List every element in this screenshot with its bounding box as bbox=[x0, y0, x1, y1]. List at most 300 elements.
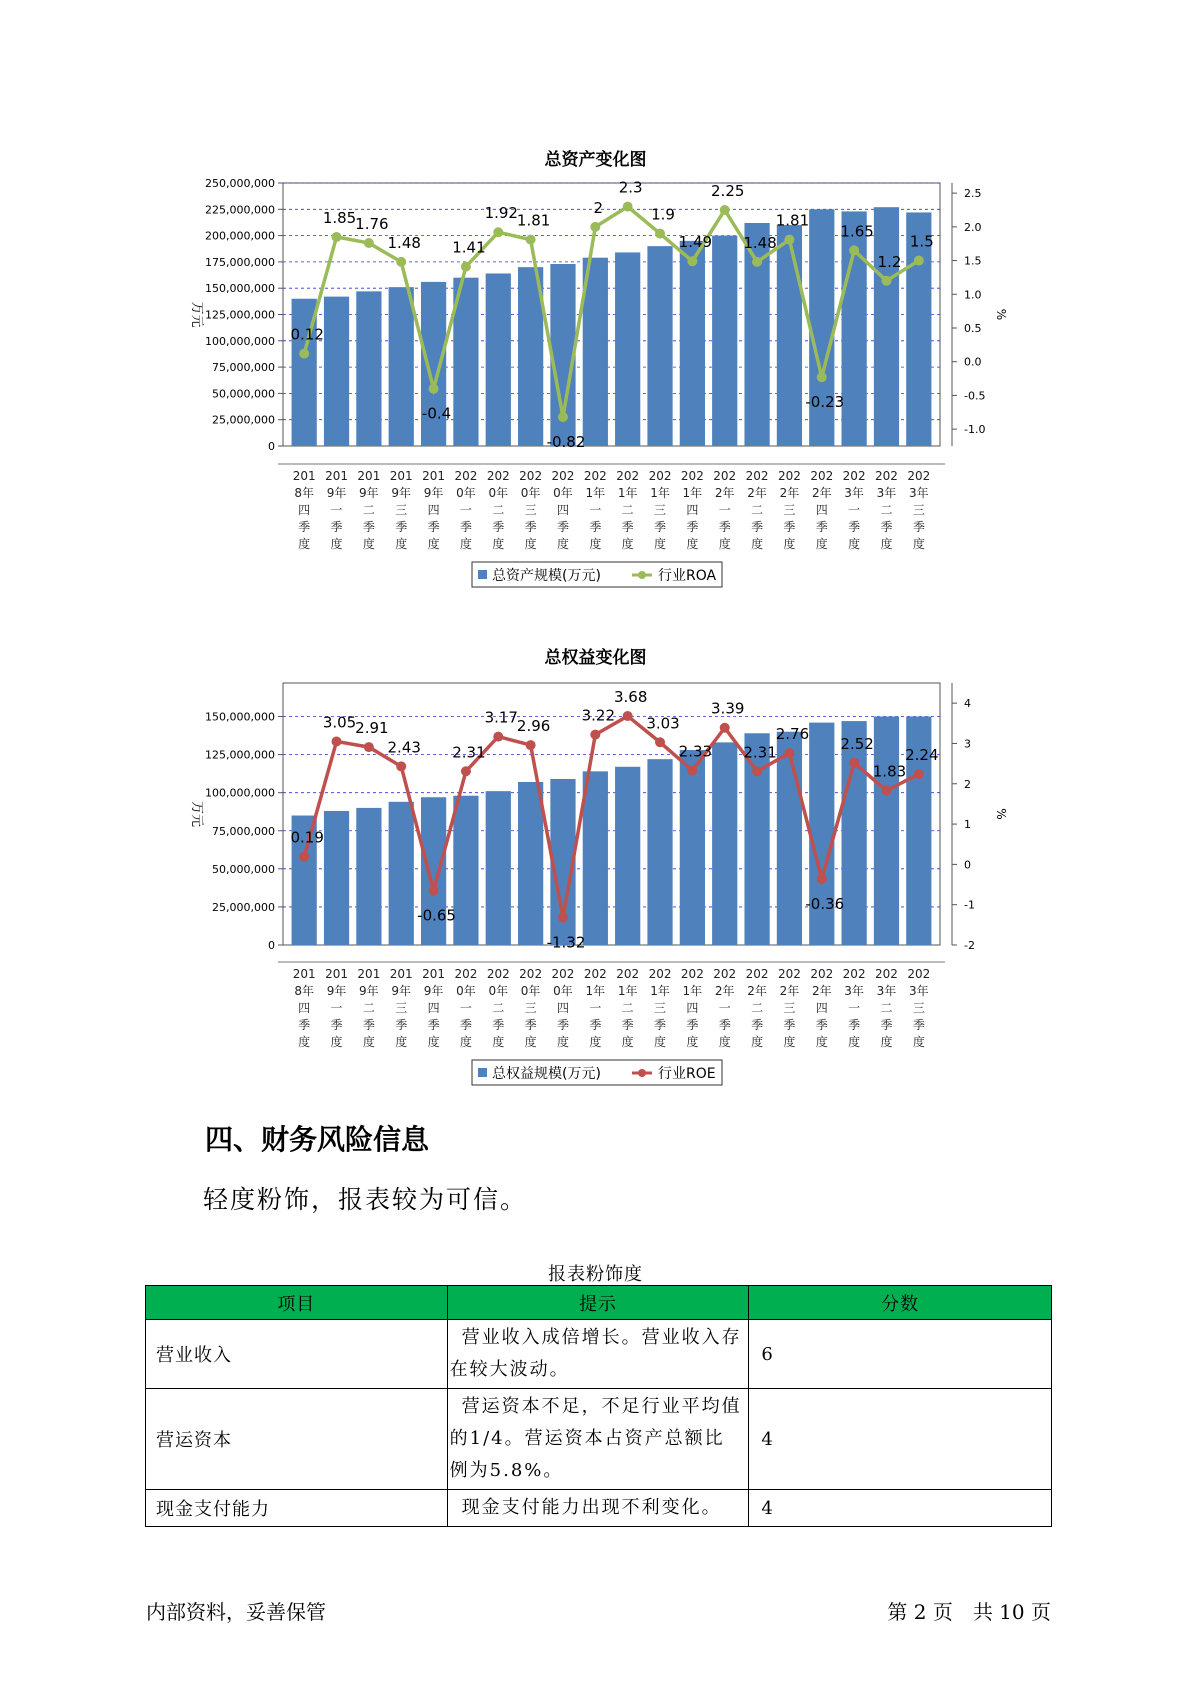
data-label: 3.05 bbox=[322, 713, 357, 732]
line-point bbox=[364, 742, 374, 752]
x-tick-label: 202 bbox=[454, 469, 478, 483]
legend-bar-label: 总资产规模(万元) bbox=[492, 568, 601, 584]
chart2-title: 总权益变化图 bbox=[544, 648, 647, 668]
x-tick-label: 二 bbox=[880, 503, 893, 517]
y-tick-label: 75,000,000 bbox=[212, 824, 275, 838]
x-tick-label: 三 bbox=[783, 503, 796, 517]
x-tick-label: 四 bbox=[815, 1001, 828, 1015]
y-tick-label: 175,000,000 bbox=[205, 255, 275, 269]
x-tick-label: 202 bbox=[648, 469, 672, 483]
y-tick-label: 200,000,000 bbox=[205, 229, 275, 243]
x-tick-label: 季 bbox=[298, 520, 311, 534]
x-tick-label: 2年 bbox=[714, 486, 735, 500]
x-tick-label: 三 bbox=[654, 503, 667, 517]
x-tick-label: 季 bbox=[459, 520, 472, 534]
x-tick-label: 2年 bbox=[747, 984, 767, 998]
x-tick-label: 度 bbox=[589, 1035, 602, 1049]
x-tick-label: 202 bbox=[745, 469, 769, 483]
x-tick-label: 季 bbox=[362, 1018, 375, 1032]
table-row bbox=[146, 1389, 1052, 1490]
x-tick-label: 0年 bbox=[553, 984, 573, 998]
y2-tick-label: -0.5 bbox=[964, 389, 986, 403]
x-tick-label: 季 bbox=[686, 520, 699, 534]
x-tick-label: 度 bbox=[912, 1035, 925, 1049]
data-label: 2.91 bbox=[355, 719, 389, 738]
x-tick-label: 度 bbox=[298, 1035, 311, 1049]
x-tick-label: 度 bbox=[427, 537, 440, 551]
x-tick-label: 度 bbox=[654, 1035, 667, 1049]
data-label: 2.52 bbox=[840, 734, 874, 753]
x-tick-label: 202 bbox=[648, 967, 672, 981]
row-score: 4 bbox=[749, 1490, 1052, 1527]
x-tick-label: 202 bbox=[842, 469, 866, 483]
x-tick-label: 一 bbox=[718, 503, 731, 517]
y-tick-label: 150,000,000 bbox=[205, 710, 275, 724]
x-tick-label: 202 bbox=[777, 469, 801, 483]
x-tick-label: 季 bbox=[880, 1018, 893, 1032]
x-tick-label: 201 bbox=[389, 967, 413, 981]
x-tick-label: 9年 bbox=[359, 486, 379, 500]
y-axis-label: 万元 bbox=[189, 800, 204, 828]
x-tick-label: 三 bbox=[783, 1001, 796, 1015]
x-tick-label: 度 bbox=[621, 1035, 634, 1049]
x-tick-label: 9年 bbox=[391, 486, 412, 500]
x-tick-label: 一 bbox=[459, 1001, 472, 1015]
y-axis-label: 万元 bbox=[189, 301, 204, 328]
x-tick-label: 度 bbox=[718, 1035, 731, 1049]
x-tick-label: 度 bbox=[492, 1035, 505, 1049]
x-tick-label: 度 bbox=[621, 537, 634, 551]
x-tick-label: 202 bbox=[875, 967, 898, 981]
x-tick-label: 度 bbox=[459, 537, 472, 551]
x-tick-label: 四 bbox=[815, 503, 828, 517]
x-tick-label: 202 bbox=[842, 967, 866, 981]
data-label: 1.85 bbox=[322, 208, 357, 227]
x-tick-label: 度 bbox=[362, 537, 375, 551]
legend-bar-label: 总权益规模(万元) bbox=[492, 1066, 601, 1082]
x-tick-label: 季 bbox=[330, 1018, 343, 1032]
x-tick-label: 2年 bbox=[811, 486, 832, 500]
line-point bbox=[817, 874, 827, 884]
x-tick-label: 季 bbox=[459, 1018, 472, 1032]
y2-tick-label: 0.5 bbox=[964, 321, 982, 335]
bar bbox=[324, 811, 349, 945]
x-tick-label: 202 bbox=[777, 967, 801, 981]
data-label: 1.81 bbox=[775, 211, 810, 230]
x-tick-label: 201 bbox=[357, 469, 381, 483]
legend-line-marker bbox=[638, 1069, 646, 1077]
y2-tick-label: 2 bbox=[964, 777, 971, 791]
data-label: 1.5 bbox=[909, 232, 934, 251]
x-tick-label: 季 bbox=[492, 520, 505, 534]
x-tick-label: 度 bbox=[492, 537, 505, 551]
data-label: 2.76 bbox=[775, 725, 810, 744]
x-tick-label: 季 bbox=[815, 1018, 828, 1032]
x-tick-label: 3年 bbox=[844, 984, 864, 998]
x-tick-label: 3年 bbox=[909, 984, 929, 998]
table-header-row bbox=[146, 1286, 1052, 1320]
x-tick-label: 201 bbox=[422, 469, 446, 483]
x-tick-label: 季 bbox=[395, 520, 408, 534]
table-row bbox=[146, 1320, 1052, 1389]
bar bbox=[453, 796, 478, 945]
bar bbox=[874, 717, 899, 945]
data-label: 2.33 bbox=[678, 742, 713, 761]
data-label: 1.9 bbox=[651, 205, 675, 224]
y-tick-label: 150,000,000 bbox=[205, 282, 275, 296]
x-tick-label: 201 bbox=[292, 469, 316, 483]
x-tick-label: 0年 bbox=[488, 486, 509, 500]
y-tick-label: 100,000,000 bbox=[205, 786, 275, 800]
x-tick-label: 202 bbox=[486, 469, 510, 483]
data-label: 2.43 bbox=[387, 738, 421, 757]
x-tick-label: 季 bbox=[621, 1018, 634, 1032]
line-point bbox=[914, 769, 924, 779]
y2-tick-label: -1.0 bbox=[964, 423, 986, 437]
x-tick-label: 2年 bbox=[811, 984, 832, 998]
x-tick-label: 9年 bbox=[423, 984, 444, 998]
y2-tick-label: 4 bbox=[964, 697, 971, 711]
y2-tick-label: -2 bbox=[964, 939, 975, 952]
x-tick-label: 季 bbox=[880, 520, 893, 534]
x-tick-label: 四 bbox=[298, 1001, 311, 1015]
x-tick-label: 度 bbox=[395, 1035, 408, 1049]
table-caption: 报表粉饰度 bbox=[548, 1264, 643, 1285]
table-row bbox=[146, 1490, 1052, 1527]
x-tick-label: 季 bbox=[621, 520, 634, 534]
x-tick-label: 202 bbox=[454, 967, 478, 981]
row-hint: 营运资本不足，不足行业平均值的1/4。营运资本占资产总额比例为5.8%。 bbox=[447, 1389, 749, 1490]
chart1-title: 总资产变化图 bbox=[544, 150, 647, 170]
x-tick-label: 一 bbox=[589, 503, 602, 517]
x-tick-label: 度 bbox=[362, 1035, 375, 1049]
x-tick-label: 季 bbox=[427, 1018, 440, 1032]
x-tick-label: 3年 bbox=[876, 984, 897, 998]
x-tick-label: 四 bbox=[427, 1001, 440, 1015]
x-tick-label: 二 bbox=[362, 503, 375, 517]
x-tick-label: 度 bbox=[427, 1035, 440, 1049]
x-tick-label: 202 bbox=[810, 967, 834, 981]
x-tick-label: 度 bbox=[686, 1035, 699, 1049]
x-tick-label: 202 bbox=[583, 967, 607, 981]
data-label: 2.96 bbox=[516, 717, 551, 736]
x-tick-label: 202 bbox=[745, 967, 769, 981]
x-tick-label: 202 bbox=[616, 967, 640, 981]
x-tick-label: 一 bbox=[848, 503, 861, 517]
data-label: 3.17 bbox=[484, 708, 518, 727]
y2-tick-label: 0 bbox=[964, 858, 971, 872]
data-label: 1.81 bbox=[516, 211, 551, 230]
x-tick-label: 3年 bbox=[844, 486, 864, 500]
x-tick-label: 202 bbox=[713, 469, 737, 483]
line-point bbox=[558, 913, 568, 923]
x-tick-label: 1年 bbox=[617, 486, 638, 500]
x-tick-label: 二 bbox=[880, 1001, 893, 1015]
x-tick-label: 度 bbox=[589, 537, 602, 551]
x-tick-label: 季 bbox=[718, 1018, 731, 1032]
data-label: 2.31 bbox=[452, 743, 486, 762]
legend-line-label: 行业ROA bbox=[658, 568, 717, 584]
y-tick-label: 125,000,000 bbox=[205, 748, 275, 762]
x-tick-label: 季 bbox=[848, 1018, 861, 1032]
bar bbox=[389, 802, 414, 945]
x-tick-label: 季 bbox=[330, 520, 343, 534]
header-score: 分数 bbox=[749, 1286, 1052, 1320]
data-label: 2.3 bbox=[618, 178, 643, 197]
data-label: 2.25 bbox=[711, 181, 745, 200]
x-tick-label: 度 bbox=[459, 1035, 472, 1049]
data-label: 1.92 bbox=[484, 204, 518, 223]
data-label: 1.2 bbox=[877, 252, 902, 271]
x-tick-label: 201 bbox=[422, 967, 446, 981]
x-tick-label: 四 bbox=[556, 1001, 569, 1015]
x-tick-label: 201 bbox=[357, 967, 381, 981]
data-label: 3.39 bbox=[711, 699, 745, 718]
line-point bbox=[332, 736, 342, 746]
x-tick-label: 度 bbox=[395, 537, 408, 551]
x-tick-label: 季 bbox=[362, 520, 375, 534]
x-tick-label: 度 bbox=[848, 537, 861, 551]
x-tick-label: 度 bbox=[686, 537, 699, 551]
x-tick-label: 1年 bbox=[585, 984, 606, 998]
x-tick-label: 三 bbox=[912, 503, 925, 517]
x-tick-label: 202 bbox=[519, 967, 543, 981]
data-label: 2.24 bbox=[905, 746, 939, 765]
x-tick-label: 8年 bbox=[294, 486, 314, 500]
x-tick-label: 三 bbox=[912, 1001, 925, 1015]
header-item: 项目 bbox=[146, 1286, 448, 1320]
x-tick-label: 3年 bbox=[876, 486, 897, 500]
y2-axis-label: % bbox=[994, 808, 1008, 820]
data-label: 1.48 bbox=[743, 233, 777, 252]
x-tick-label: 一 bbox=[459, 503, 472, 517]
x-tick-label: 9年 bbox=[326, 984, 347, 998]
y-tick-label: 100,000,000 bbox=[205, 334, 275, 348]
x-tick-label: 度 bbox=[783, 537, 796, 551]
x-tick-label: 0年 bbox=[553, 486, 573, 500]
x-tick-label: 度 bbox=[848, 1035, 861, 1049]
x-tick-label: 202 bbox=[680, 967, 704, 981]
x-tick-label: 季 bbox=[524, 520, 537, 534]
x-tick-label: 202 bbox=[907, 967, 931, 981]
line-point bbox=[849, 758, 859, 768]
bar bbox=[777, 732, 802, 945]
header-hint: 提示 bbox=[447, 1286, 749, 1320]
data-label: 1.49 bbox=[678, 233, 713, 252]
line-point bbox=[526, 740, 536, 750]
y2-axis-label: % bbox=[994, 308, 1008, 321]
x-tick-label: 201 bbox=[389, 469, 413, 483]
x-tick-label: 季 bbox=[654, 520, 667, 534]
x-tick-label: 2年 bbox=[747, 486, 767, 500]
x-tick-label: 度 bbox=[880, 1035, 893, 1049]
x-tick-label: 1年 bbox=[617, 984, 638, 998]
x-tick-label: 度 bbox=[751, 1035, 764, 1049]
data-label: -0.82 bbox=[546, 433, 586, 452]
x-tick-label: 度 bbox=[912, 537, 925, 551]
x-tick-label: 季 bbox=[751, 520, 764, 534]
x-tick-label: 四 bbox=[427, 503, 440, 517]
row-item: 营业收入 bbox=[146, 1320, 448, 1389]
data-label: -0.23 bbox=[805, 393, 845, 412]
data-label: 1.65 bbox=[840, 222, 874, 241]
x-tick-label: 度 bbox=[751, 537, 764, 551]
y2-tick-label: 3 bbox=[964, 737, 971, 751]
y-tick-label: 250,000,000 bbox=[205, 177, 275, 190]
x-tick-label: 季 bbox=[395, 1018, 408, 1032]
row-item: 营运资本 bbox=[146, 1389, 448, 1490]
y-tick-label: 75,000,000 bbox=[212, 361, 275, 375]
line-point bbox=[429, 886, 439, 896]
y2-tick-label: 1.5 bbox=[964, 254, 982, 268]
x-tick-label: 度 bbox=[330, 1035, 343, 1049]
x-tick-label: 201 bbox=[292, 967, 316, 981]
x-tick-label: 202 bbox=[907, 469, 931, 483]
x-tick-label: 1年 bbox=[650, 984, 670, 998]
y2-tick-label: 2.5 bbox=[964, 187, 982, 201]
bar bbox=[647, 759, 672, 945]
x-tick-label: 季 bbox=[298, 1018, 311, 1032]
x-tick-label: 3年 bbox=[909, 486, 929, 500]
data-label: 1.41 bbox=[452, 238, 486, 257]
x-tick-label: 度 bbox=[556, 537, 569, 551]
y-tick-label: 25,000,000 bbox=[212, 900, 275, 914]
data-label: 1.76 bbox=[355, 215, 389, 234]
data-label: 0.19 bbox=[290, 828, 324, 847]
row-hint: 现金支付能力出现不利变化。 bbox=[447, 1490, 749, 1527]
line-point bbox=[590, 730, 600, 740]
y-tick-label: 0 bbox=[268, 939, 275, 952]
x-tick-label: 202 bbox=[810, 469, 834, 483]
x-tick-label: 9年 bbox=[326, 486, 347, 500]
x-tick-label: 季 bbox=[912, 520, 925, 534]
x-tick-label: 二 bbox=[621, 503, 634, 517]
data-label: 1.48 bbox=[387, 233, 421, 252]
x-tick-label: 二 bbox=[751, 1001, 764, 1015]
y2-tick-label: -1 bbox=[964, 898, 975, 912]
page-number: 第 2 页 共 10 页 bbox=[887, 1600, 1051, 1624]
x-tick-label: 季 bbox=[556, 1018, 569, 1032]
bar bbox=[583, 771, 608, 945]
x-tick-label: 202 bbox=[486, 967, 510, 981]
x-tick-label: 度 bbox=[298, 537, 311, 551]
x-tick-label: 202 bbox=[616, 469, 640, 483]
x-tick-label: 9年 bbox=[391, 984, 412, 998]
x-tick-label: 二 bbox=[362, 1001, 375, 1015]
x-tick-label: 三 bbox=[654, 1001, 667, 1015]
data-label: 3.03 bbox=[646, 714, 680, 733]
line-point bbox=[881, 786, 891, 796]
x-tick-label: 度 bbox=[783, 1035, 796, 1049]
x-tick-label: 202 bbox=[551, 469, 575, 483]
line-point bbox=[299, 852, 309, 862]
x-tick-label: 季 bbox=[524, 1018, 537, 1032]
section-heading: 四、财务风险信息 bbox=[205, 1123, 430, 1156]
x-tick-label: 三 bbox=[395, 503, 408, 517]
x-tick-label: 9年 bbox=[423, 486, 444, 500]
x-tick-label: 三 bbox=[395, 1001, 408, 1015]
y2-tick-label: 0.0 bbox=[964, 355, 982, 369]
x-tick-label: 三 bbox=[524, 503, 537, 517]
line-point bbox=[623, 711, 633, 721]
legend-bar-swatch bbox=[478, 1068, 487, 1077]
x-tick-label: 9年 bbox=[359, 984, 379, 998]
data-label: 3.22 bbox=[581, 706, 616, 725]
x-tick-label: 季 bbox=[912, 1018, 925, 1032]
x-tick-label: 2年 bbox=[714, 984, 735, 998]
data-label: 0.12 bbox=[290, 325, 324, 344]
x-tick-label: 季 bbox=[654, 1018, 667, 1032]
x-tick-label: 季 bbox=[427, 520, 440, 534]
x-tick-label: 一 bbox=[330, 503, 343, 517]
x-tick-label: 202 bbox=[713, 967, 737, 981]
y-tick-label: 0 bbox=[268, 440, 275, 453]
x-tick-label: 201 bbox=[325, 469, 348, 483]
x-tick-label: 度 bbox=[815, 537, 828, 551]
x-tick-label: 0年 bbox=[520, 486, 541, 500]
x-tick-label: 1年 bbox=[650, 486, 670, 500]
x-tick-label: 一 bbox=[330, 1001, 343, 1015]
x-tick-label: 度 bbox=[556, 1035, 569, 1049]
x-tick-label: 202 bbox=[551, 967, 575, 981]
x-tick-label: 季 bbox=[686, 1018, 699, 1032]
x-tick-label: 度 bbox=[654, 537, 667, 551]
x-tick-label: 202 bbox=[680, 469, 704, 483]
row-hint: 营业收入成倍增长。营业收入存在较大波动。 bbox=[447, 1320, 749, 1389]
line-point bbox=[752, 766, 762, 776]
x-tick-label: 季 bbox=[589, 520, 602, 534]
x-tick-label: 0年 bbox=[520, 984, 541, 998]
x-tick-label: 度 bbox=[718, 537, 731, 551]
x-tick-label: 三 bbox=[524, 1001, 537, 1015]
x-tick-label: 四 bbox=[556, 503, 569, 517]
x-tick-label: 度 bbox=[330, 537, 343, 551]
x-tick-label: 二 bbox=[492, 1001, 505, 1015]
data-label: 2.31 bbox=[743, 743, 777, 762]
y-tick-label: 50,000,000 bbox=[212, 387, 275, 401]
x-tick-label: 0年 bbox=[456, 486, 476, 500]
x-tick-label: 202 bbox=[519, 469, 543, 483]
line-point bbox=[493, 732, 503, 742]
x-tick-label: 202 bbox=[583, 469, 607, 483]
x-tick-label: 季 bbox=[783, 520, 796, 534]
bar bbox=[615, 767, 640, 945]
data-label: -0.36 bbox=[805, 894, 845, 913]
line-point bbox=[396, 761, 406, 771]
x-tick-label: 季 bbox=[589, 1018, 602, 1032]
x-tick-label: 201 bbox=[325, 967, 348, 981]
data-label: 3.68 bbox=[613, 688, 648, 707]
data-label: -0.4 bbox=[421, 404, 452, 423]
y2-tick-label: 1.0 bbox=[964, 288, 982, 302]
x-tick-label: 四 bbox=[298, 503, 311, 517]
y-tick-label: 125,000,000 bbox=[205, 308, 275, 322]
x-tick-label: 2年 bbox=[779, 984, 800, 998]
risk-table bbox=[145, 1285, 1052, 1527]
x-tick-label: 二 bbox=[492, 503, 505, 517]
x-tick-label: 季 bbox=[556, 520, 569, 534]
x-tick-label: 8年 bbox=[294, 984, 314, 998]
row-score: 6 bbox=[749, 1320, 1052, 1389]
x-tick-label: 度 bbox=[815, 1035, 828, 1049]
y2-tick-label: 1 bbox=[964, 818, 971, 832]
x-tick-label: 一 bbox=[718, 1001, 731, 1015]
data-label: -0.65 bbox=[417, 906, 456, 925]
x-tick-label: 季 bbox=[848, 520, 861, 534]
x-tick-label: 度 bbox=[880, 537, 893, 551]
x-tick-label: 度 bbox=[524, 1035, 537, 1049]
row-item: 现金支付能力 bbox=[146, 1490, 448, 1527]
